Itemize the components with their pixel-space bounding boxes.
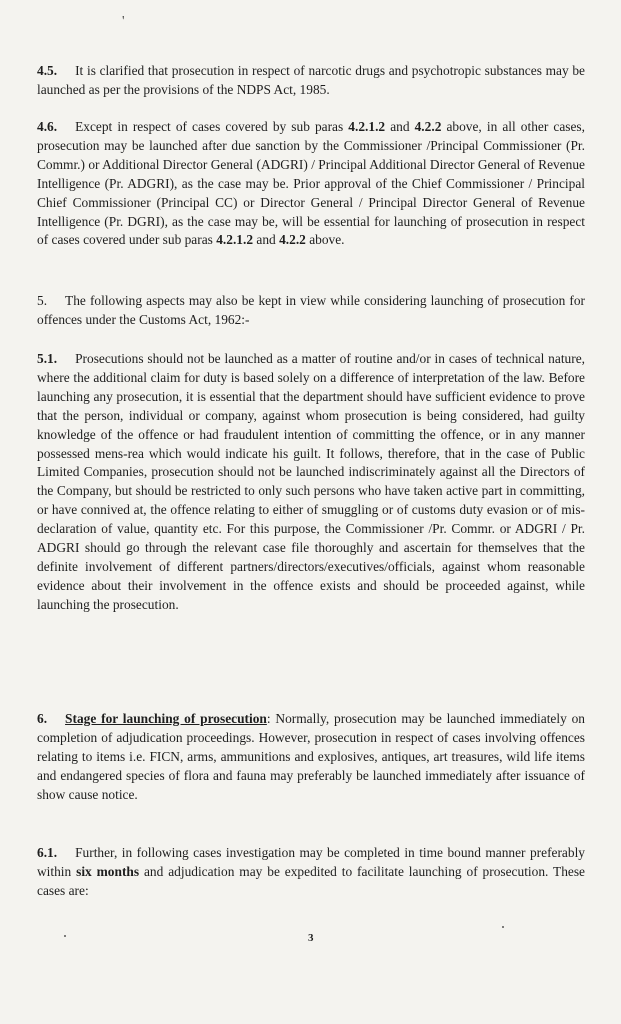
page-number: 3	[308, 932, 314, 944]
paragraph-4-6	[37, 118, 585, 250]
paragraph-5-1	[37, 350, 585, 615]
scan-mark: '	[122, 14, 125, 29]
para-reference: 4.2.1.2	[348, 119, 386, 134]
section-heading: Stage for launching of prosecution	[65, 711, 267, 726]
paragraph-number: 6.	[37, 711, 48, 726]
paragraph-text: above, in all other cases, prosecution may be launched after due sanction by the Commissioner /Principal Commissioner (Pr. Commr.) or Additional Director General (ADGRI) / Principal Additional Director General of Revenue Intelligence (Pr. ADGRI), as the case may be. Prior approval of the Chief Commissioner / Principal Chief Commissioner (Principal CC) or Director General / Principal Director General of Revenue Intelligence (Pr. DGRI), as the case may be, will be essential for launching of prosecution in respect of cases covered under sub paras	[37, 119, 585, 248]
paragraph-text: and	[385, 119, 415, 134]
paragraph-4-5	[37, 62, 585, 100]
paragraph-text: It is clarified that prosecution in respect of narcotic drugs and psychotropic substances may be launched as per the provisions of the NDPS Act, 1985.	[37, 63, 585, 97]
paragraph-6-1	[37, 844, 585, 901]
scan-speck	[64, 935, 66, 937]
para-reference: 4.2.2	[279, 232, 306, 248]
emphasis-text: six months	[76, 863, 140, 879]
paragraph-text: : Normally, prosecution may be launched immediately on completion of adjudication proceedings. However, prosecution in respect of cases involving offences relating to items i.e. FICN, arms, ammunitions and explosives, antiques, art treasures, wild life items and endangered species of flora and fauna may preferably be launched immediately after issuance of show cause notice.	[37, 711, 585, 802]
para-reference: 4.2.2	[414, 119, 442, 134]
paragraph-text: and adjudication may be expedited to facilitate launching of prosecution. These cases are:	[37, 863, 585, 898]
paragraph-number: 6.1.	[37, 845, 58, 860]
paragraph-number: 4.6.	[37, 119, 58, 134]
paragraph-text: and	[253, 232, 280, 248]
paragraph-text: Except in respect of cases covered by sub paras	[75, 119, 349, 134]
paragraph-text: The following aspects may also be kept in view while considering launching of prosecution for offences under the Customs Act, 1962:-	[37, 293, 585, 327]
para-reference: 4.2.1.2	[216, 232, 254, 248]
paragraph-text: Prosecutions should not be launched as a matter of routine and/or in cases of technical nature, where the additional claim for duty is based solely on a difference of interpretation of the law. Before launching any prosecution, it is essential that the department should have sufficient evidence to prove that the person, individual or company, against whom prosecution is being considered, had guilty knowledge of the offence or had fraudulent intention of committing the offence, or in any manner possessed mens-rea which would indicate his guilt. It follows, therefore, that in the case of Public Limited Companies, prosecution should not be launched indiscriminately against all the Directors of the Company, but should be restricted to only such persons who have taken active part in committing, or have connived at, the offence relating to either of smuggling or of customs duty evasion or of mis-declaration of value, quantity etc. For this purpose, the Commissioner /Pr. Commr. or ADGRI / Pr. ADGRI should go through the relevant case file thoroughly and ascertain for themselves that the definite involvement of different partners/directors/executives/officials, against whom reasonable evidence about their involvement in the offence exists and should be proceeded against, while launching the prosecution.	[37, 351, 585, 612]
paragraph-number: 5.1.	[37, 351, 58, 366]
scan-speck	[502, 926, 504, 928]
paragraph-text: Further, in following cases investigation may be completed in time bound manner preferably within	[37, 845, 585, 879]
paragraph-text: above.	[305, 232, 345, 248]
paragraph-number: 5.	[37, 293, 48, 308]
paragraph-6	[37, 710, 585, 805]
paragraph-number: 4.5.	[37, 63, 58, 78]
paragraph-5	[37, 292, 585, 330]
